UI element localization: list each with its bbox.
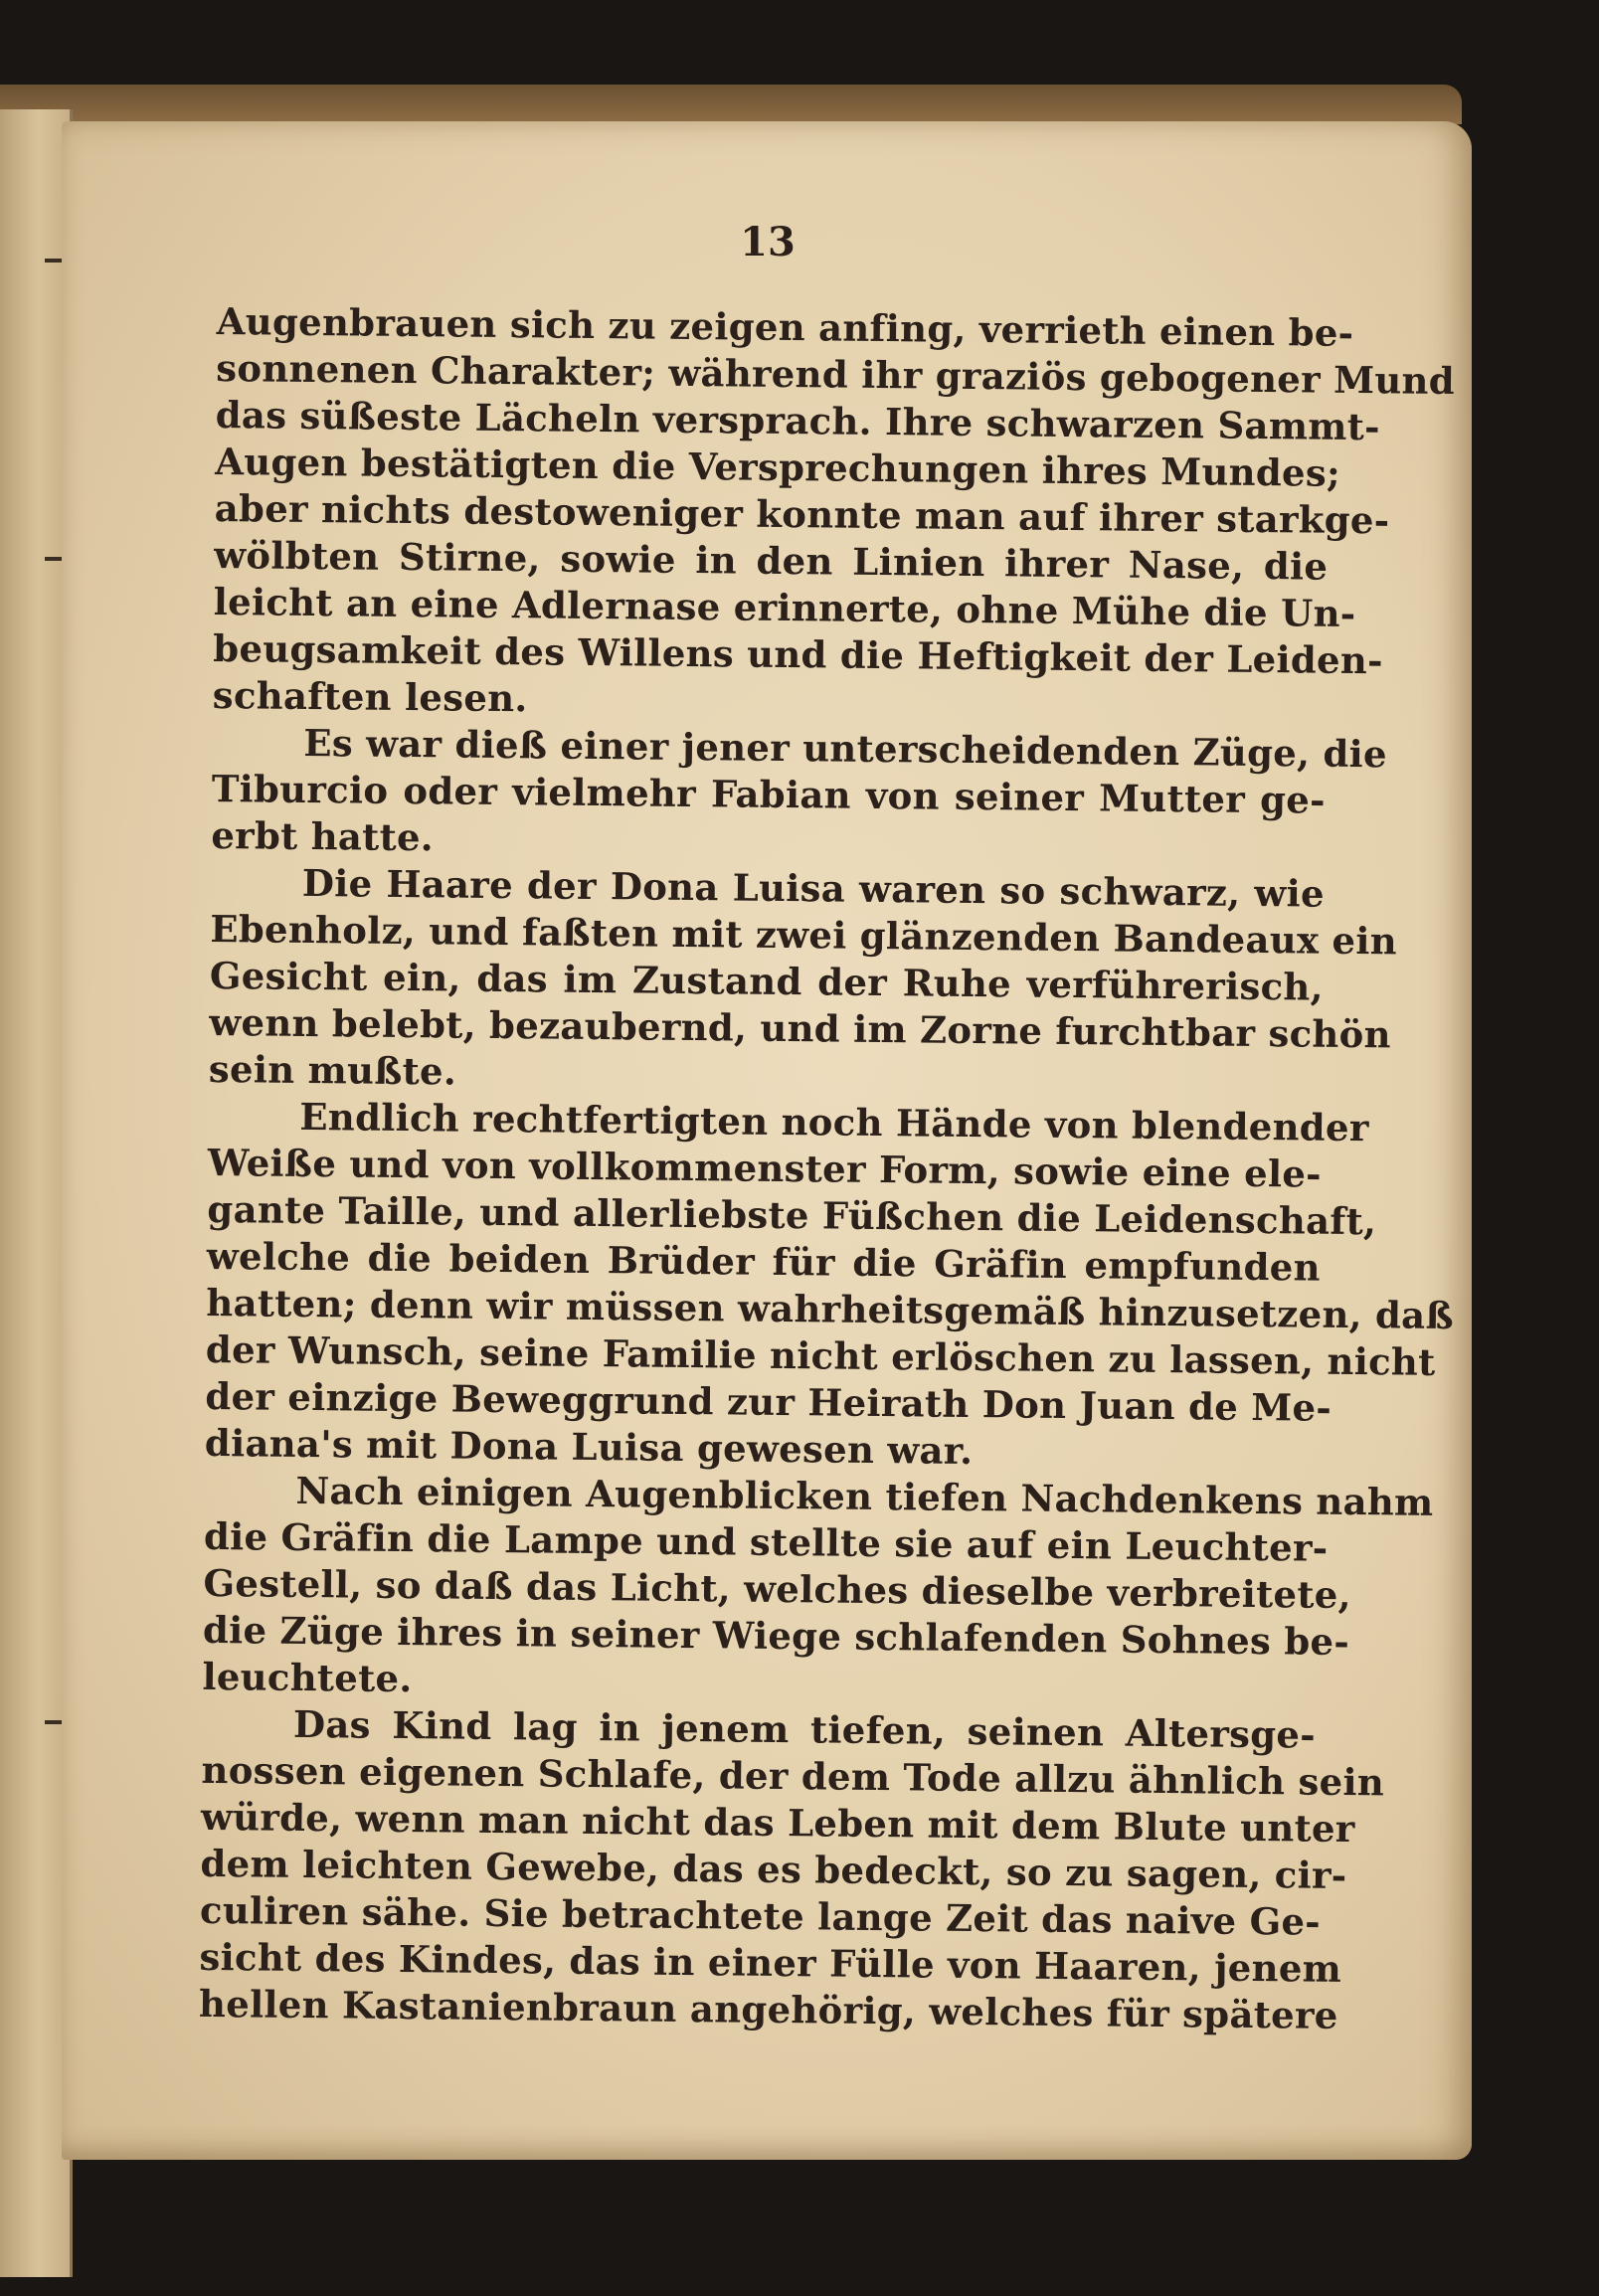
text-line: die Gräfin die Lampe und stellte sie auf ein Leuchter- [203,1513,1329,1570]
text-line: Augen bestätigten die Versprechungen ihres Mundes; [215,439,1341,495]
text-line: schaften lesen. [212,672,528,721]
text-line: der Wunsch, seine Familie nicht erlöschen zu lassen, nicht [205,1326,1436,1384]
text-line: wölbten Stirne, sowie in den Linien ihrer Nase, die [214,532,1329,589]
text-line: Augenbrauen sich zu zeigen anfing, verrieth einen be- [216,298,1354,355]
margin-mark [45,1720,63,1724]
text-line: welche die beiden Brüder für die Gräfin empfunden [206,1233,1322,1290]
page-text [198,298,1456,2039]
text-line: diana's mit Dona Luisa gewesen war. [204,1420,974,1474]
text-line: Die Haare der Dona Luisa waren so schwarz, wie [301,860,1326,916]
text-line: Gestell, so daß das Licht, welches dieselbe verbreitete, [203,1560,1352,1618]
text-line: Das Kind lag in jenem tiefen, seinen Altersge- [292,1701,1317,1757]
book-top-edge [0,85,1462,124]
text-line: beugsamkeit des Willens und die Heftigkeit der Leiden- [213,625,1383,683]
text-line: Weiße und von vollkommenster Form, sowie eine ele- [207,1140,1323,1196]
text-line: hatten; denn wir müssen wahrheitsgemäß hinzusetzen, daß [206,1280,1455,1338]
text-line: sein mußte. [208,1046,457,1094]
text-line: die Züge ihres in seiner Wiege schlafenden Sohnes be- [202,1607,1350,1665]
text-line: würde, wenn man nicht das Leben mit dem Blute unter [200,1794,1355,1852]
text-line: der einzige Beweggrund zur Heirath Don Juan de Me- [205,1373,1332,1430]
text-line: hellen Kastanienbraun angehörig, welches für spätere [198,1981,1338,2037]
text-line: das süßeste Lächeln versprach. Ihre schwarzen Sammt- [215,392,1381,449]
text-line: leicht an eine Adlernase erinnerte, ohne Mühe die Un- [213,579,1356,636]
text-line: Endlich rechtfertigten noch Hände von blendender [299,1094,1369,1150]
text-line: nossen eigenen Schlafe, der dem Tode allzu ähnlich sein [201,1747,1385,1805]
text-line: Es war dieß einer jener unterscheidenden Züge, die [303,720,1388,777]
text-line: erbt hatte. [211,812,435,860]
text-line: leuchtete. [202,1654,413,1701]
text-line: culiren sähe. Sie betrachtete lange Zeit das naive Ge- [199,1887,1322,1944]
text-line: Ebenholz, und faßten mit zwei glänzenden Bandeaux ein [210,906,1398,964]
text-line: dem leichten Gewebe, das es bedeckt, so zu sagen, cir- [200,1841,1347,1897]
text-line: gante Taille, und allerliebste Füßchen die Leidenschaft, [207,1186,1377,1244]
text-line: sonnenen Charakter; während ihr graziös gebogener Mund [216,345,1456,404]
text-line: sicht des Kindes, das in einer Fülle von Haaren, jenem [199,1934,1342,1991]
text-line: wenn belebt, bezaubernd, und im Zorne furchtbar schön [209,999,1392,1057]
text-line: aber nichts destoweniger konnte man auf ihrer starkge- [214,485,1390,543]
margin-mark [45,557,63,561]
text-line: Gesicht ein, das im Zustand der Ruhe verführerisch, [209,953,1325,1009]
page-number: 13 [740,219,796,265]
margin-mark [45,259,63,263]
text-line: Tiburcio oder vielmehr Fabian von seiner Mutter ge- [211,766,1327,822]
text-line: Nach einigen Augenblicken tiefen Nachdenkens nahm [295,1468,1434,1524]
